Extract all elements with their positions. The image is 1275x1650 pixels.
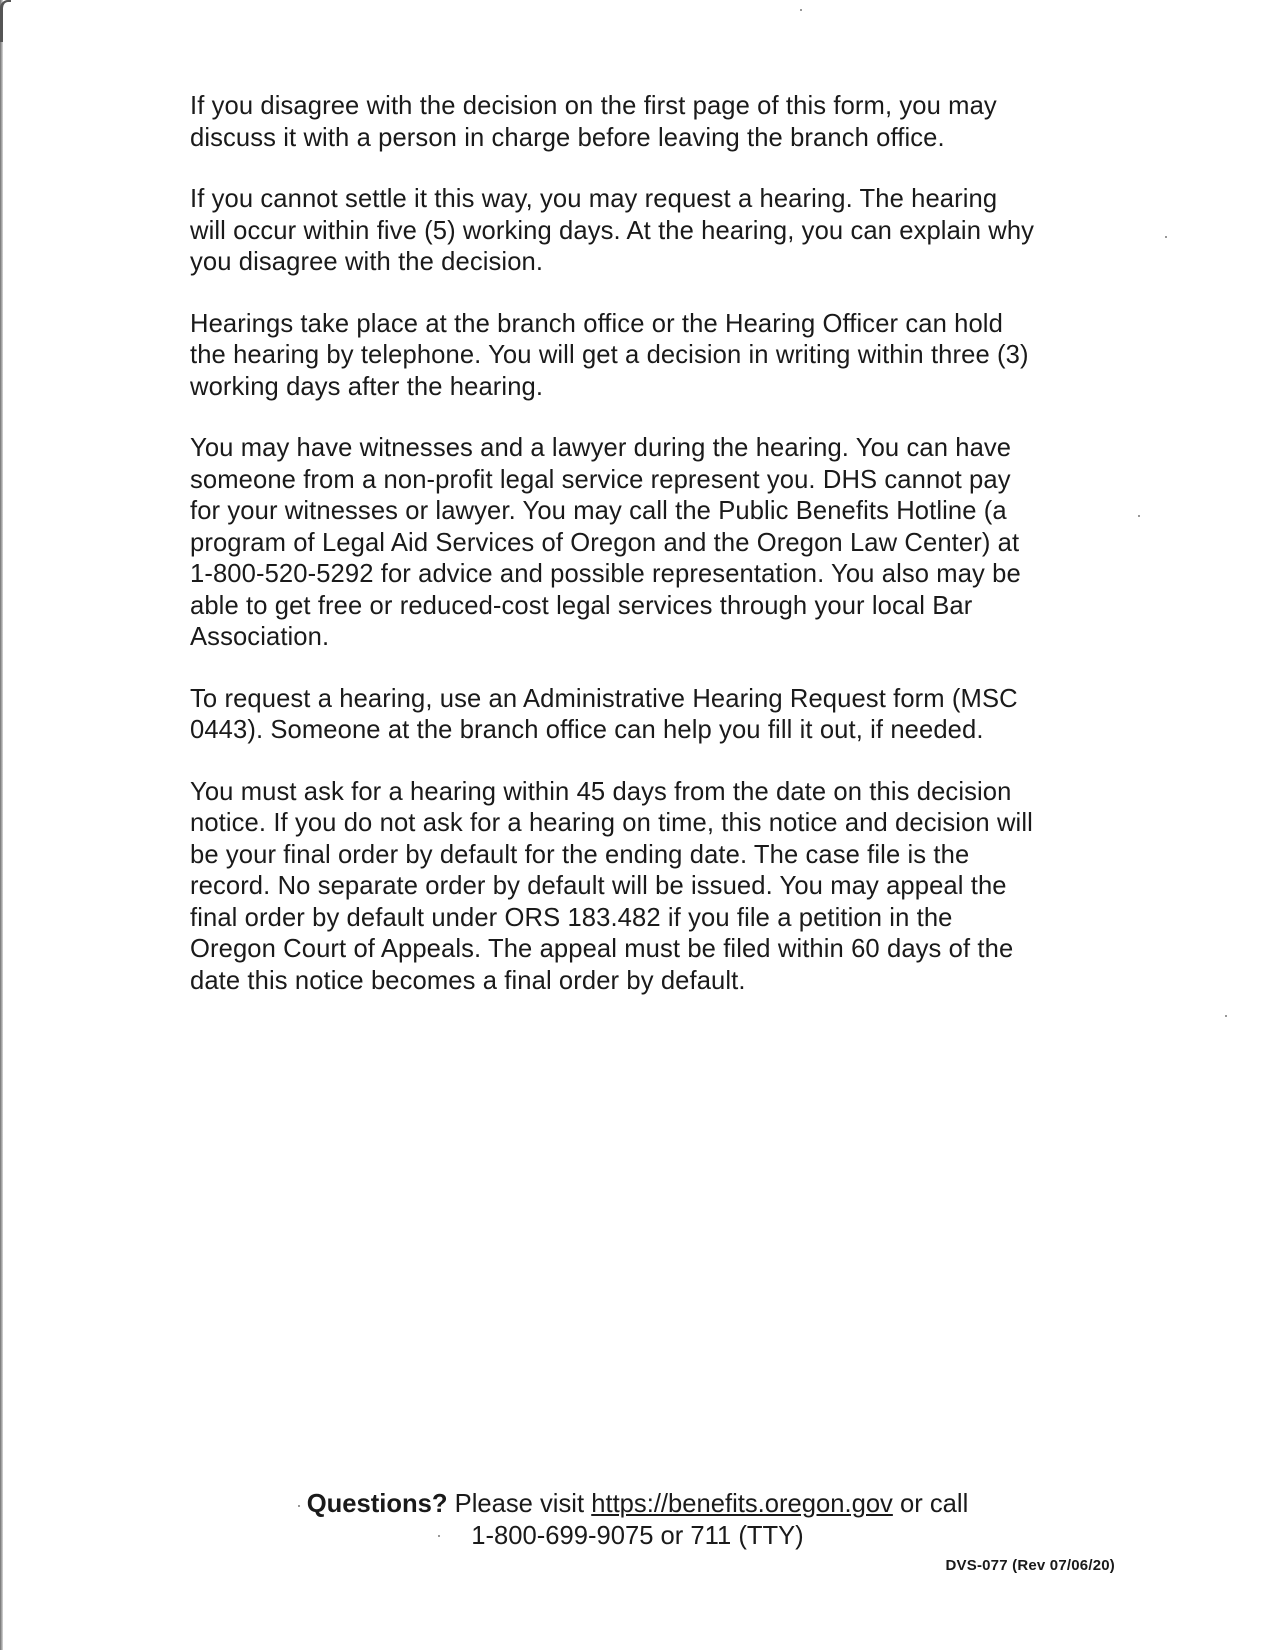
paragraph-hearing-location: Hearings take place at the branch office or the Hearing Officer can hold the hearing by telephone. You will get a decision in writing within three (3) working days after the hearing. — [190, 309, 1029, 401]
paragraph-deadline: You must ask for a hearing within 45 days from the date on this decision notice. If you do not ask for a hearing on time, this notice and decision will be your final order by default for the ending date. The case file is the record. No separate order by default will be issued. You may appeal the final order by default under ORS 183.482 if you file a petition in the Oregon Court of Appeals. The appeal must be filed within 60 days of the date this notice becomes a final order by default. — [190, 777, 1033, 995]
paragraph-witnesses-lawyer: You may have witnesses and a lawyer during the hearing. You can have someone from a non-profit legal service represent you. DHS cannot pay for your witnesses or lawyer. You may call the Public Benefits Hotline (a program of Legal Aid Services of Oregon and the Oregon Law Center) at 1-800-520-5292 for advice and possible representation. You also may be able to get free or reduced-cost legal services through your local Bar Association. — [190, 434, 1021, 651]
phone-line: 1-800-699-9075 or 711 (TTY) — [471, 1522, 804, 1550]
paragraph-request-form: To request a hearing, use an Administrative Hearing Request form (MSC 0443). Someone at the branch office can help you fill it out, if needed. — [190, 684, 1018, 744]
scan-speck — [800, 9, 802, 11]
visit-text: Please visit — [454, 1490, 585, 1518]
paragraph-disagree: If you disagree with the decision on the first page of this form, you may discuss it with a person in charge before leaving the branch office. — [190, 92, 997, 152]
questions-footer — [0, 1488, 1275, 1552]
questions-label: Questions? — [306, 1490, 448, 1518]
form-id: DVS-077 (Rev 07/06/20) — [945, 1557, 1115, 1574]
or-call-text: or call — [899, 1490, 969, 1518]
scan-speck — [1165, 236, 1167, 238]
scan-edge — [0, 0, 3, 1650]
questions-line — [0, 1488, 1275, 1520]
notice-body — [190, 91, 1120, 1027]
benefits-website-link[interactable]: https://benefits.oregon.gov — [591, 1490, 893, 1518]
scan-corner — [0, 0, 11, 42]
scan-speck — [1225, 1015, 1227, 1017]
scan-speck — [1138, 515, 1140, 517]
paragraph-request-hearing: If you cannot settle it this way, you may request a hearing. The hearing will occur within five (5) working days. At the hearing, you can explain why you disagree with the decision. — [190, 185, 1035, 276]
